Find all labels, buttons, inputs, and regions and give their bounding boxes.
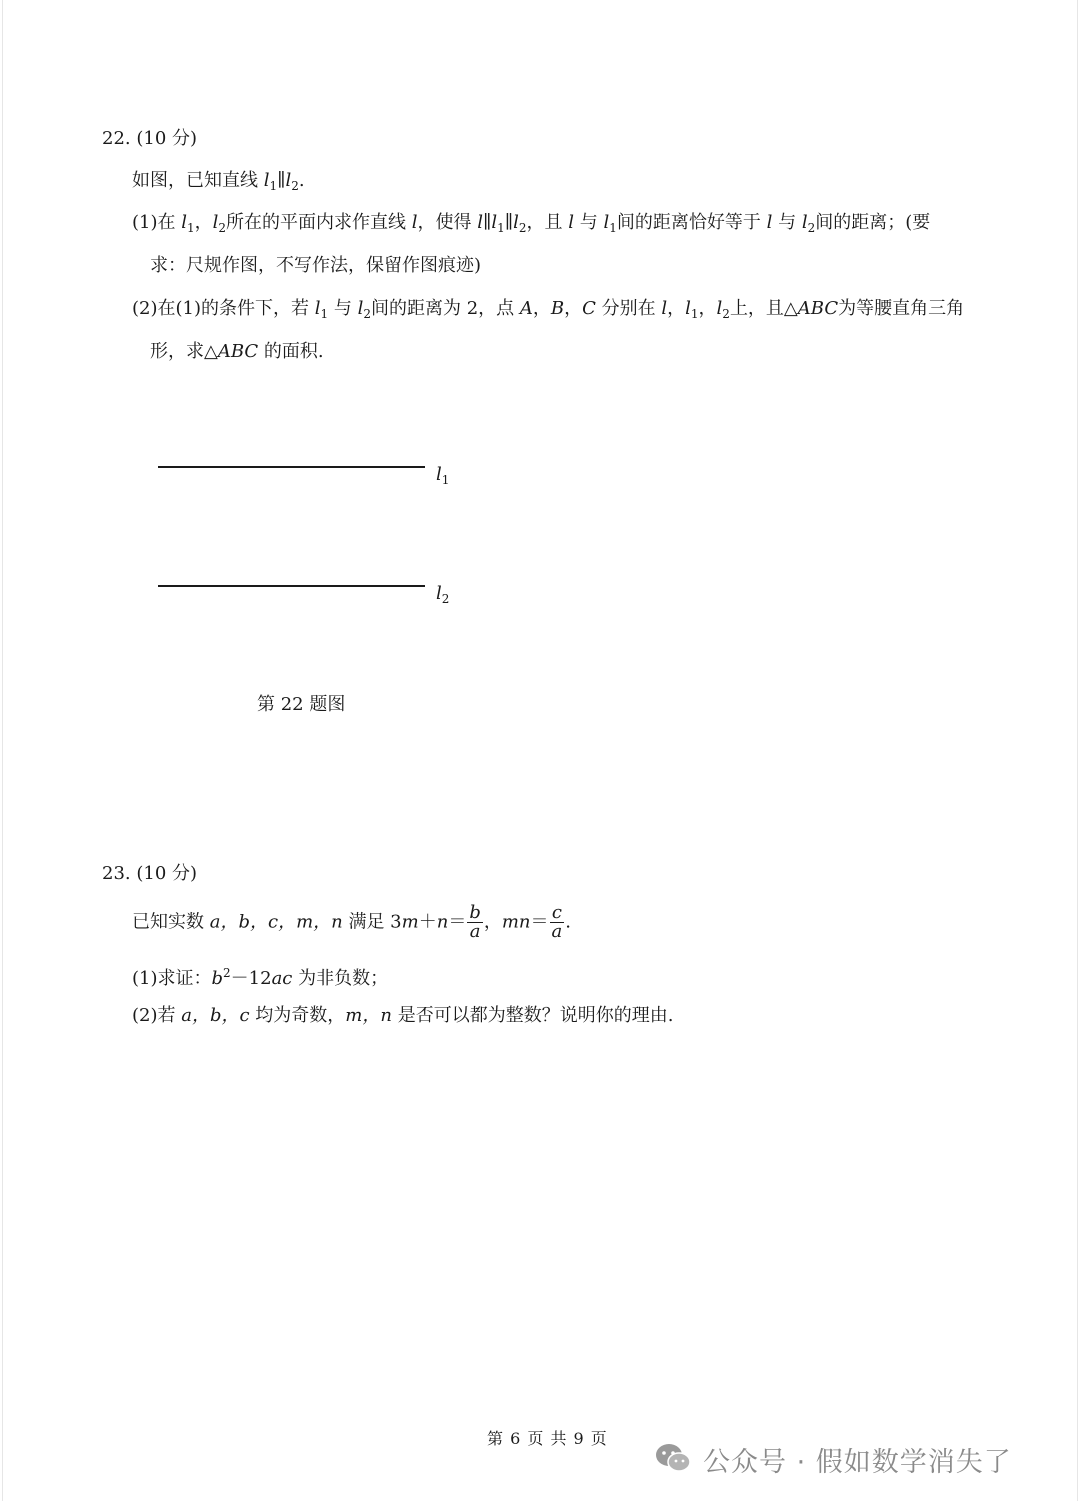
var-l: l: [314, 298, 321, 319]
denominator: a: [551, 921, 563, 942]
q22-header: 22. (10 分): [102, 128, 198, 149]
subscript: 2: [363, 307, 371, 321]
text: 分别在: [595, 298, 662, 319]
comma: ，: [698, 298, 717, 319]
text: 间的距离为 2，点: [370, 298, 520, 319]
page-edge-right: [1077, 0, 1078, 1501]
variables: m，n: [345, 1005, 392, 1026]
line-l1: [158, 466, 425, 468]
page-edge-left: [2, 0, 3, 1501]
label-l1: [436, 464, 449, 487]
numerator: c: [550, 904, 565, 923]
var-ac: ac: [271, 968, 293, 989]
subscript: 1: [320, 307, 329, 321]
point-C: C: [582, 298, 596, 319]
subscript: 2: [291, 179, 299, 193]
text: 间的距离恰好等于: [616, 212, 767, 233]
comma: ，: [483, 911, 502, 933]
watermark-text: 公众号 · 假如数学消失了: [703, 1447, 1012, 1478]
period: .: [565, 911, 571, 933]
var-m: m: [401, 911, 419, 933]
comma: ，: [564, 298, 583, 319]
q23-intro: [132, 904, 571, 941]
superscript: 2: [223, 966, 231, 980]
text: 与: [772, 212, 802, 233]
subscript: 1: [497, 221, 505, 235]
point-B: B: [550, 298, 565, 319]
subscript: 2: [518, 221, 527, 235]
equals: ＝: [530, 911, 549, 933]
q22-part1-line1: [132, 210, 930, 241]
subscript: 1: [609, 221, 617, 235]
text: (1)求证：: [132, 968, 212, 989]
triangle-ABC: ABC: [217, 341, 259, 362]
var-l: l: [568, 212, 574, 233]
var-l: l: [513, 212, 519, 233]
parallel-symbol: ∥: [483, 212, 492, 233]
text: 为等腰直角三角: [838, 298, 965, 319]
equals: ＝: [448, 911, 467, 933]
text: (2)在(1)的条件下，若: [132, 298, 315, 319]
label-l1-sub: 1: [441, 473, 450, 487]
label-l1-letter: l: [436, 464, 442, 485]
denominator: a: [469, 921, 481, 942]
var-l: l: [181, 212, 187, 233]
text: 形，求△: [150, 341, 218, 362]
comma: ，: [532, 298, 551, 319]
variables: a，b，c: [181, 1005, 250, 1026]
subscript: 1: [186, 221, 195, 235]
var-l: l: [716, 298, 723, 319]
text: 是否可以都为整数？说明你的理由.: [391, 1005, 674, 1026]
subscript: 2: [218, 221, 227, 235]
parallel-symbol: ∥: [504, 212, 514, 233]
subscript: 1: [269, 179, 278, 193]
line-l2: [158, 585, 425, 587]
q22-intro: [132, 168, 305, 199]
q23-header: 23. (10 分): [102, 863, 198, 884]
var-l: l: [801, 212, 808, 233]
parallel-symbol: ∥: [277, 170, 286, 191]
text: ，使得: [417, 212, 478, 233]
text: －12: [230, 968, 272, 989]
q23-part1: [132, 960, 388, 992]
var-l: l: [766, 212, 773, 233]
label-l2: [436, 583, 449, 606]
var-l: l: [491, 212, 498, 233]
subscript: 2: [807, 221, 816, 235]
q22-intro-text: 如图，已知直线: [132, 170, 264, 191]
text: 与: [328, 298, 358, 319]
label-l2-sub: 2: [441, 592, 450, 606]
text: 与: [574, 212, 604, 233]
text: 间的距离；(要: [815, 212, 931, 233]
comma: ，: [667, 298, 686, 319]
q22-part2-line1: [132, 296, 964, 327]
q23-part2: [132, 1003, 673, 1029]
var-l: l: [685, 298, 691, 319]
var-l: l: [661, 298, 668, 319]
fraction-c-over-a: [550, 904, 565, 941]
var-l: l: [603, 212, 610, 233]
var-l: l: [411, 212, 418, 233]
text: 上，且△: [729, 298, 798, 319]
text: 均为奇数，: [249, 1005, 346, 1026]
figure-caption: 第 22 题图: [257, 694, 346, 715]
variables: a，b，c，m，n: [209, 911, 343, 933]
plus: ＋: [418, 911, 437, 933]
q22-part1-line2: 求：尺规作图，不写作法，保留作图痕迹): [150, 255, 482, 276]
var-l: l: [212, 212, 219, 233]
period: .: [298, 170, 305, 191]
q22-part2-line2: [150, 339, 324, 365]
label-l2-letter: l: [436, 583, 442, 604]
numerator: b: [469, 902, 481, 923]
page-footer: 第 6 页 共 9 页: [487, 1429, 608, 1448]
var-l2: l: [285, 170, 292, 191]
var-l: l: [477, 212, 484, 233]
fraction-b-over-a: [467, 904, 483, 941]
wechat-icon: [654, 1442, 692, 1474]
subscript: 2: [722, 307, 730, 321]
subscript: 1: [690, 307, 699, 321]
text: 满足 3: [342, 911, 402, 933]
text: ，: [194, 212, 213, 233]
var-mn: mn: [501, 911, 531, 933]
triangle-ABC: ABC: [797, 298, 839, 319]
text: ，且: [526, 212, 569, 233]
text: (2)若: [132, 1005, 182, 1026]
var-l: l: [357, 298, 364, 319]
var-b: b: [211, 968, 224, 989]
text: 所在的平面内求作直线: [226, 212, 412, 233]
text: 已知实数: [132, 911, 210, 933]
text: 为非负数；: [292, 968, 389, 989]
var-l1: l: [263, 170, 270, 191]
text: 的面积.: [258, 341, 324, 362]
var-n: n: [436, 911, 449, 933]
point-A: A: [519, 298, 533, 319]
text: (1)在: [132, 212, 182, 233]
